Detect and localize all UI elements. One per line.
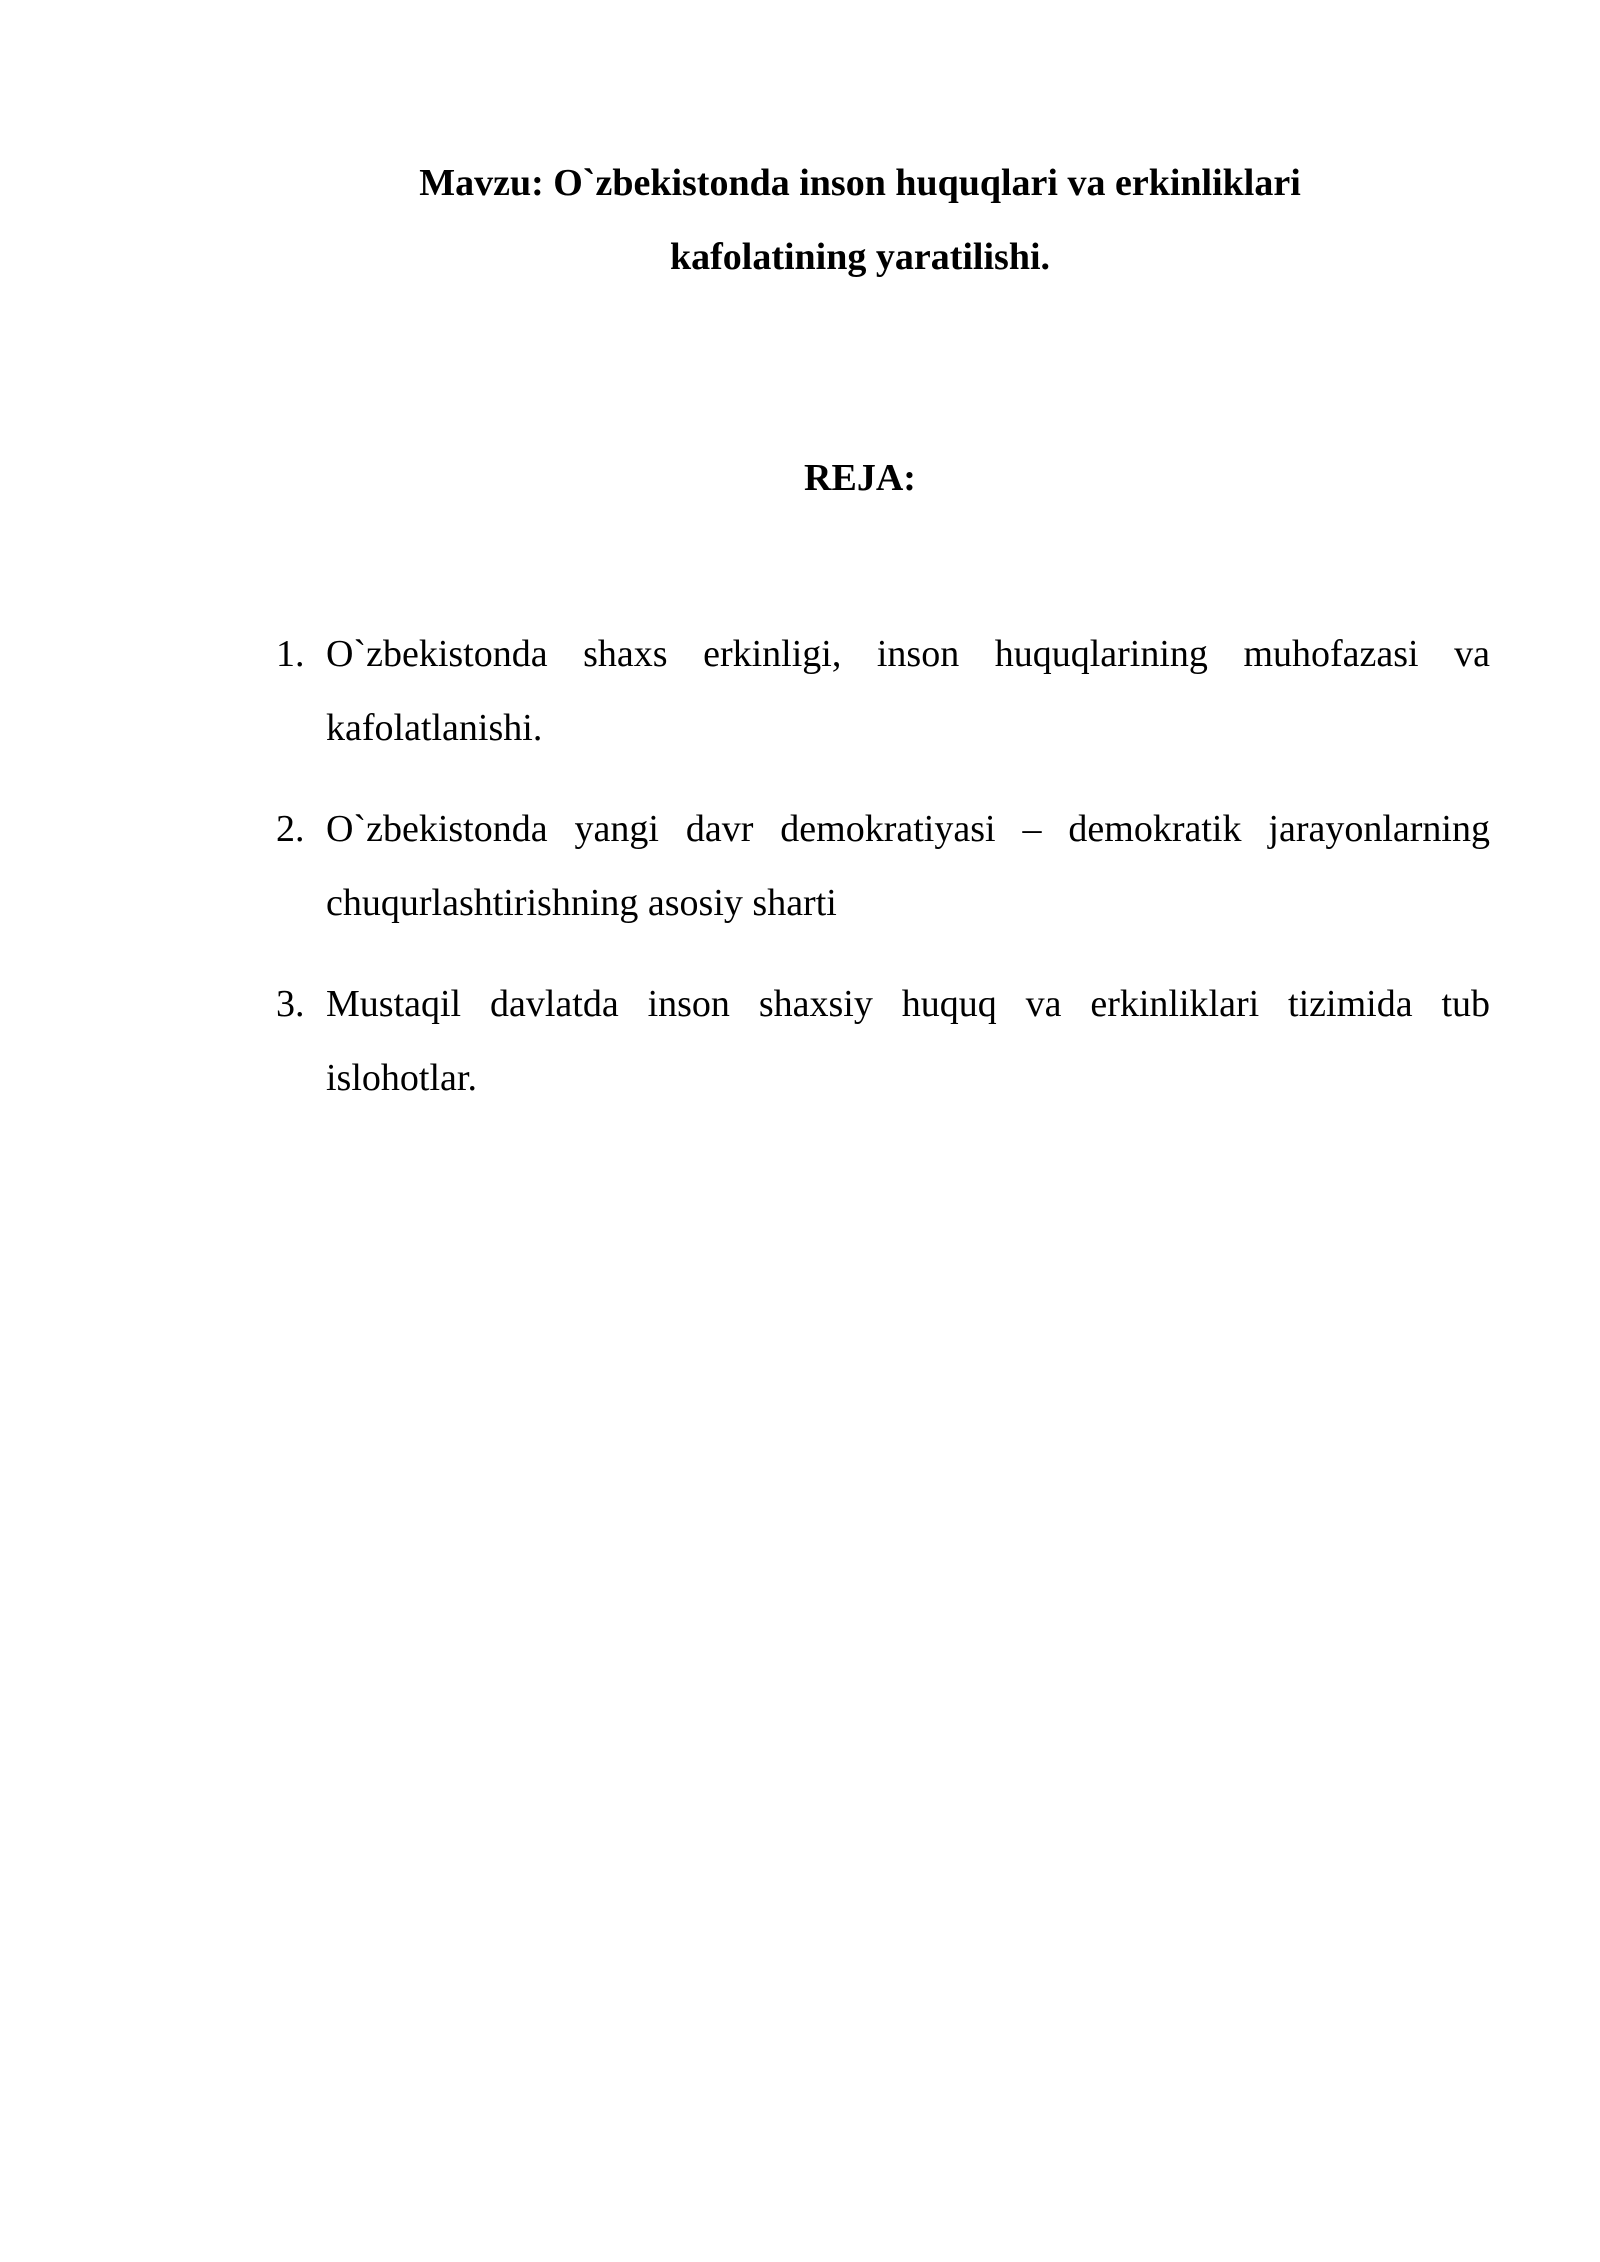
list-item-text: Mustaqil davlatda inson shaxsiy huquq va erkinliklari tizimida tub islohotlar. xyxy=(326,983,1490,1099)
title-line-1: Mavzu: O`zbekistonda inson huquqlari va erkinliklari xyxy=(419,162,1301,204)
list-item-text: O`zbekistonda shaxs erkinligi, inson huquqlarining muhofazasi va kafolatlanishi. xyxy=(326,633,1490,749)
list-item-number: 3. xyxy=(276,983,305,1025)
document-title xyxy=(220,146,1500,294)
list-item-number: 1. xyxy=(276,633,305,675)
list-item-number: 2. xyxy=(276,808,305,850)
list-item xyxy=(276,967,1490,1115)
title-line-2: kafolatining yaratilishi. xyxy=(669,236,1051,278)
plan-list xyxy=(276,617,1490,1142)
plan-heading: REJA: xyxy=(804,457,916,499)
list-item xyxy=(276,617,1490,765)
list-item-text: O`zbekistonda yangi davr demokratiyasi – demokratik jarayonlarning chuqurlashtirishning asosiy sharti xyxy=(326,808,1490,924)
list-item xyxy=(276,792,1490,940)
